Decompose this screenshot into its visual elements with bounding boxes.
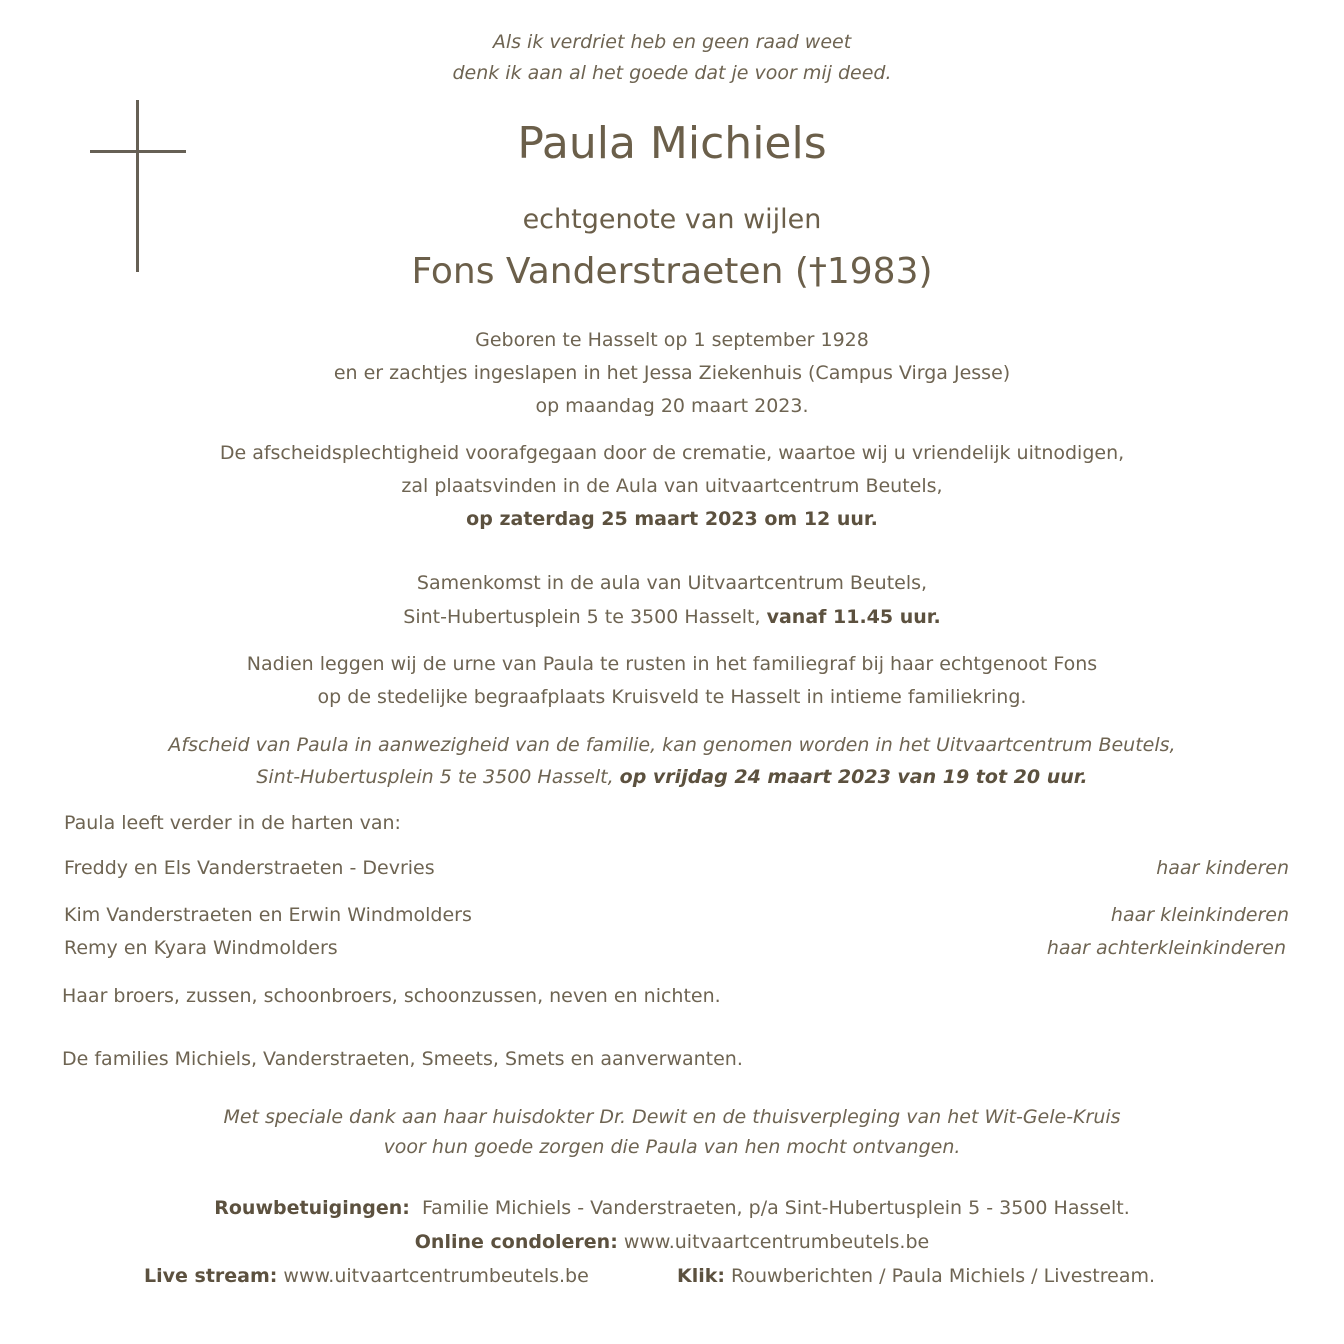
click-label: Klik: [677,1265,725,1287]
family-member-relation: haar kleinkinderen [1110,904,1289,926]
condolences-label: Rouwbetuigingen: [214,1197,410,1219]
family-member-relation: haar kinderen [1156,857,1289,879]
spouse-name: Fons Vanderstraeten (†1983) [411,251,933,292]
gathering-address: Sint-Hubertusplein 5 te 3500 Hasselt, [403,606,761,628]
click-line [677,1265,1155,1287]
birth-line: Geboren te Hasselt op 1 september 1928 [475,329,869,351]
verse-line-1: Als ik verdriet heb en geen raad weet [492,31,852,53]
burial-line-1: Nadien leggen wij de urne van Paula te rusten in het familiegraf bij haar echtgenoot Fons [246,653,1098,675]
deceased-name: Paula Michiels [517,118,827,169]
relatives-line: Haar broers, zussen, schoonbroers, schoonzussen, neven en nichten. [62,985,721,1007]
death-place-line: en er zachtjes ingeslapen in het Jessa Ziekenhuis (Campus Virga Jesse) [333,362,1011,384]
thanks-line-1: Met speciale dank aan haar huisdokter Dr. Dewit en de thuisverpleging van het Wit-Gele-Kruis [223,1106,1121,1128]
farewell-line-1: Afscheid van Paula in aanwezigheid van de familie, kan genomen worden in het Uitvaartcentrum Beutels, [168,734,1176,756]
farewell-line-2 [0,766,1344,788]
click-path: Rouwberichten / Paula Michiels / Livestream. [731,1265,1156,1287]
gathering-line-2 [0,606,1344,628]
ceremony-line-2: zal plaatsvinden in de Aula van uitvaartcentrum Beutels, [401,475,943,497]
family-member-names: Kim Vanderstraeten en Erwin Windmolders [64,904,472,926]
livestream-label: Live stream: [144,1265,278,1287]
gathering-line-1: Samenkomst in de aula van Uitvaartcentrum Beutels, [416,572,928,594]
families-line: De families Michiels, Vanderstraeten, Smeets, Smets en aanverwanten. [62,1048,743,1070]
family-member-names: Freddy en Els Vanderstraeten - Devries [64,857,435,879]
family-member-names: Remy en Kyara Windmolders [64,937,338,959]
farewell-time: op vrijdag 24 maart 2023 van 19 tot 20 uur. [619,766,1088,788]
ceremony-line-1: De afscheidsplechtigheid voorafgegaan door de crematie, waartoe wij u vriendelijk uitnodigen, [219,442,1125,464]
spouse-label: echtgenote van wijlen [522,204,822,235]
death-date-line: op maandag 20 maart 2023. [535,395,809,417]
burial-line-2: op de stedelijke begraafplaats Kruisveld te Hasselt in intieme familiekring. [317,686,1027,708]
ceremony-date: op zaterdag 25 maart 2023 om 12 uur. [466,508,878,530]
family-member-relation: haar achterkleinkinderen [1046,937,1286,959]
gathering-time: vanaf 11.45 uur. [766,606,941,628]
livestream-line [144,1265,589,1287]
online-condolences-line [0,1231,1344,1253]
family-intro: Paula leeft verder in de harten van: [64,812,401,834]
verse-line-2: denk ik aan al het goede dat je voor mij deed. [452,62,892,84]
thanks-line-2: voor hun goede zorgen die Paula van hen mocht ontvangen. [383,1136,961,1158]
online-url[interactable]: www.uitvaartcentrumbeutels.be [623,1231,930,1253]
condolences-address: Familie Michiels - Vanderstraeten, p/a Sint-Hubertusplein 5 - 3500 Hasselt. [421,1197,1130,1219]
livestream-url[interactable]: www.uitvaartcentrumbeutels.be [283,1265,589,1287]
online-label: Online condoleren: [414,1231,618,1253]
condolences-line [0,1197,1344,1219]
farewell-address: Sint-Hubertusplein 5 te 3500 Hasselt, [256,766,614,788]
